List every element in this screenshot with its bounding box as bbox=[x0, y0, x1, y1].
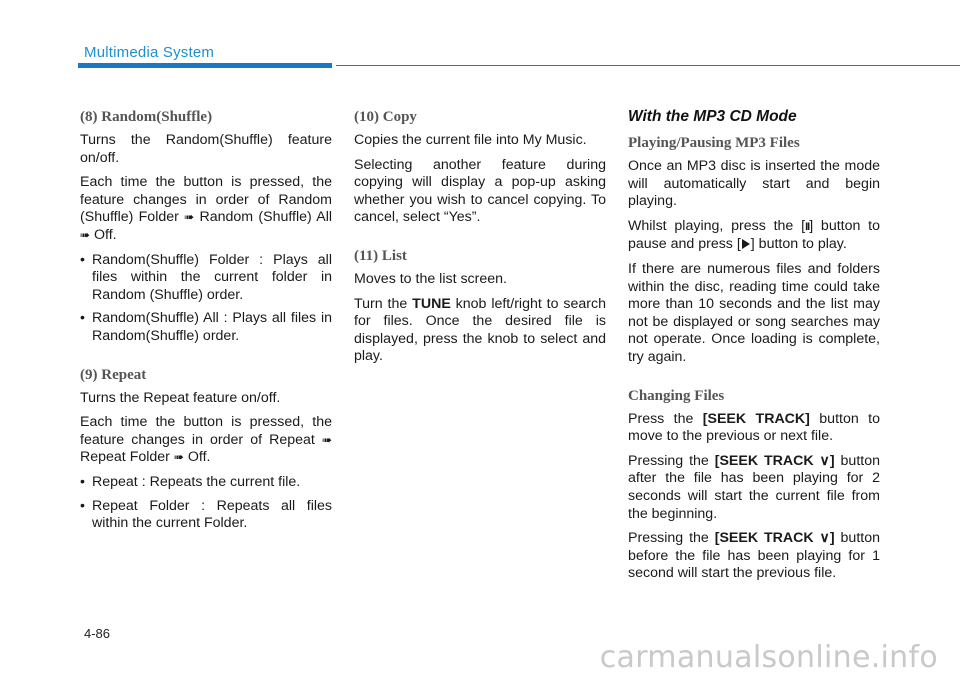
header-rule-thick bbox=[78, 63, 332, 68]
column-right bbox=[628, 108, 880, 590]
column-middle bbox=[354, 108, 606, 373]
bullet-list bbox=[80, 252, 332, 346]
paragraph: Turns the Random(Shuffle) feature on/off. bbox=[80, 132, 332, 166]
arrow-right-icon: ➠ bbox=[321, 432, 332, 447]
heading-list: (11) List bbox=[354, 247, 407, 264]
paragraph: Selecting another feature during copying will display a pop-up asking whether you wish to cancel copying. To cancel, select “Yes”. bbox=[354, 156, 606, 226]
arrow-right-icon: ➠ bbox=[173, 450, 184, 465]
seek-track-down-label: [SEEK TRACK ∨] bbox=[714, 530, 835, 547]
list-item: • Repeat Folder : Repeats all files within the current Folder. bbox=[80, 498, 332, 533]
page-number: 4-86 bbox=[84, 626, 111, 641]
paragraph: If there are numerous files and folders within the disc, reading time could take more than 10 seconds and the list may not be displayed or song searches may not operate. Once loading is complete, try again. bbox=[628, 260, 880, 365]
bullet-list bbox=[80, 474, 332, 533]
column-left bbox=[80, 108, 332, 540]
heading-repeat: (9) Repeat bbox=[80, 366, 147, 383]
section-title: Multimedia System bbox=[84, 44, 215, 61]
paragraph: Pressing the [SEEK TRACK ∨] button after the file has been playing for 2 seconds will start the current file from the beginning. bbox=[628, 452, 880, 522]
play-icon bbox=[742, 239, 750, 249]
arrow-right-icon: ➠ bbox=[80, 227, 91, 242]
seek-track-down-label: [SEEK TRACK ∨] bbox=[714, 452, 835, 469]
paragraph: Pressing the [SEEK TRACK ∨] button before the file has been playing for 1 second will start the previous file. bbox=[628, 530, 880, 582]
list-item: • Random(Shuffle) All : Plays all files in Random(Shuffle) order. bbox=[80, 310, 332, 345]
paragraph: Once an MP3 disc is inserted the mode will automatically start and begin playing. bbox=[628, 158, 880, 210]
heading-copy: (10) Copy bbox=[354, 109, 417, 125]
paragraph: Whilst playing, press the [II] button to pause and press [ ] button to play. bbox=[628, 217, 880, 253]
paragraph: Press the [SEEK TRACK] button to move to the previous or next file. bbox=[628, 410, 880, 445]
header-rule-thin bbox=[336, 65, 960, 66]
paragraph: Moves to the list screen. bbox=[354, 270, 507, 287]
paragraph: Turn the TUNE knob left/right to search for files. Once the desired file is displayed, press the knob to select and play. bbox=[354, 295, 606, 365]
watermark: carmanualsonline.info bbox=[599, 640, 938, 675]
paragraph: Copies the current file into My Music. bbox=[354, 132, 587, 148]
list-item: • Repeat : Repeats the current file. bbox=[80, 474, 332, 492]
arrow-right-icon: ➠ bbox=[184, 210, 195, 225]
seek-track-label: [SEEK TRACK] bbox=[702, 410, 810, 427]
tune-knob-label: TUNE bbox=[412, 295, 451, 312]
heading-changing-files: Changing Files bbox=[628, 387, 725, 404]
heading-playing-pausing: Playing/Pausing MP3 Files bbox=[628, 135, 800, 151]
list-item: • Random(Shuffle) Folder : Plays all files within the current folder in Random (Shuffle) order. bbox=[80, 252, 332, 305]
pause-icon: II bbox=[805, 220, 810, 233]
heading-random-shuffle: (8) Random(Shuffle) bbox=[80, 109, 213, 125]
section-heading-mp3-cd-mode: With the MP3 CD Mode bbox=[628, 108, 797, 125]
paragraph: Each time the button is pressed, the feature changes in order of Random (Shuffle) Folder ➠ Random (Shuffle) All ➠ Off. bbox=[80, 174, 332, 243]
paragraph: Turns the Repeat feature on/off. bbox=[80, 389, 281, 406]
paragraph: Each time the button is pressed, the feature changes in order of Repeat ➠ Repeat Folder ➠ Off. bbox=[80, 414, 332, 466]
